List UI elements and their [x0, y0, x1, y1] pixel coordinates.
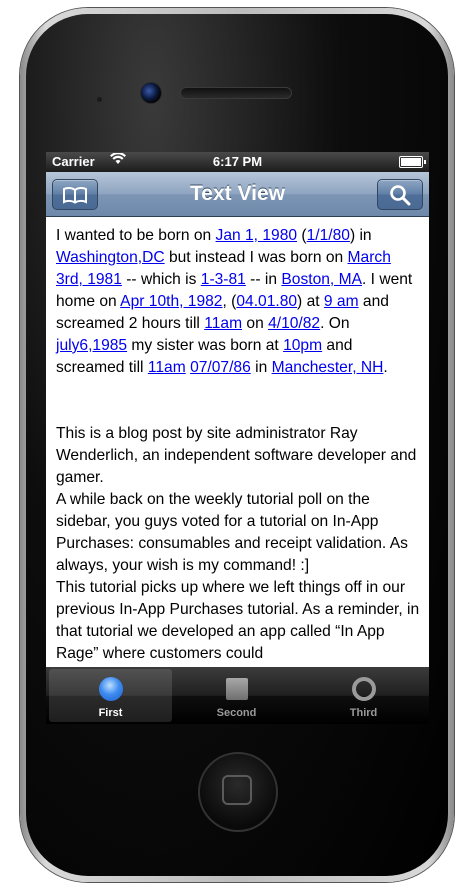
text-run: and screamed till: [56, 337, 353, 376]
search-icon: [389, 184, 411, 206]
text-run: but instead I was born on: [164, 249, 348, 266]
time-link[interactable]: 11am: [204, 315, 243, 332]
address-link[interactable]: Washington,DC: [56, 249, 165, 266]
date-link[interactable]: 1/1/80: [306, 227, 350, 244]
text-run: ) in: [349, 227, 372, 244]
tab-bar: [46, 667, 429, 724]
tab-label: Third: [349, 707, 378, 719]
text-run: . I went home on: [56, 271, 413, 310]
date-link[interactable]: Apr 10th, 1982: [120, 293, 223, 310]
paragraph-intro: This is a blog post by site administrator Ray Wenderlich, an independent software developer and gamer.: [56, 425, 417, 486]
paragraph-tutorial: This tutorial picks up where we left things off in our previous In-App Purchases tutorial. As a reminder, in that tutorial we developed an app called “In App Rage” where customers could: [56, 579, 420, 662]
battery-icon: [399, 156, 423, 168]
date-link[interactable]: 4/10/82: [268, 315, 321, 332]
text-run: -- which is: [121, 271, 201, 288]
paragraph-dates: [56, 225, 422, 379]
proximity-sensor: [97, 97, 102, 102]
text-run: -- in: [245, 271, 282, 288]
text-run: on: [242, 315, 269, 332]
tab-label: First: [98, 707, 123, 719]
address-link[interactable]: Manchester, NH: [271, 359, 384, 376]
text-run: ) at: [297, 293, 324, 310]
text-run: my sister was born at: [127, 337, 284, 354]
text-run: (: [297, 227, 307, 244]
text-run: , (: [222, 293, 237, 310]
tab-first[interactable]: [49, 669, 172, 722]
text-run: . On: [320, 315, 350, 332]
time-link[interactable]: 9 am: [323, 293, 359, 310]
time-link[interactable]: 11am: [147, 359, 186, 376]
status-time: 6:17 PM: [212, 154, 263, 169]
text-view[interactable]: [46, 217, 429, 667]
tab-second[interactable]: [175, 669, 298, 722]
home-button-square-icon: [222, 775, 252, 805]
ring-icon: [352, 677, 376, 701]
date-link[interactable]: 07/07/86: [190, 359, 251, 376]
front-camera: [140, 82, 162, 104]
circle-icon: [99, 677, 123, 701]
date-link[interactable]: july6,1985: [56, 337, 128, 354]
earpiece-speaker: [180, 87, 292, 99]
navigation-bar: [46, 172, 429, 217]
tab-label: Second: [216, 707, 257, 719]
blank-line: [56, 379, 422, 401]
carrier-label: Carrier: [52, 154, 95, 169]
page-title: Text View: [190, 182, 285, 205]
status-bar: [46, 152, 429, 172]
date-link[interactable]: March 3rd, 1981: [56, 249, 391, 288]
text-run: in: [250, 359, 272, 376]
text-view-body: [56, 225, 422, 665]
date-link[interactable]: 04.01.80: [236, 293, 298, 310]
address-link[interactable]: Boston, MA: [281, 271, 362, 288]
text-run: .: [383, 359, 388, 376]
tab-third[interactable]: [302, 669, 425, 722]
text-run: I wanted to be born on: [56, 227, 216, 244]
paragraph-poll: A while back on the weekly tutorial poll on the sidebar, you guys voted for a tutorial on In-App Purchases: consumables and receipt validation. As always, your wish is my command! :]: [56, 491, 408, 574]
square-icon: [226, 678, 248, 700]
date-link[interactable]: Jan 1, 1980: [215, 227, 298, 244]
date-link[interactable]: 1-3-81: [200, 271, 246, 288]
screen: [46, 152, 429, 724]
text-run: and screamed 2 hours till: [56, 293, 389, 332]
time-link[interactable]: 10pm: [283, 337, 323, 354]
search-button[interactable]: [377, 179, 423, 210]
